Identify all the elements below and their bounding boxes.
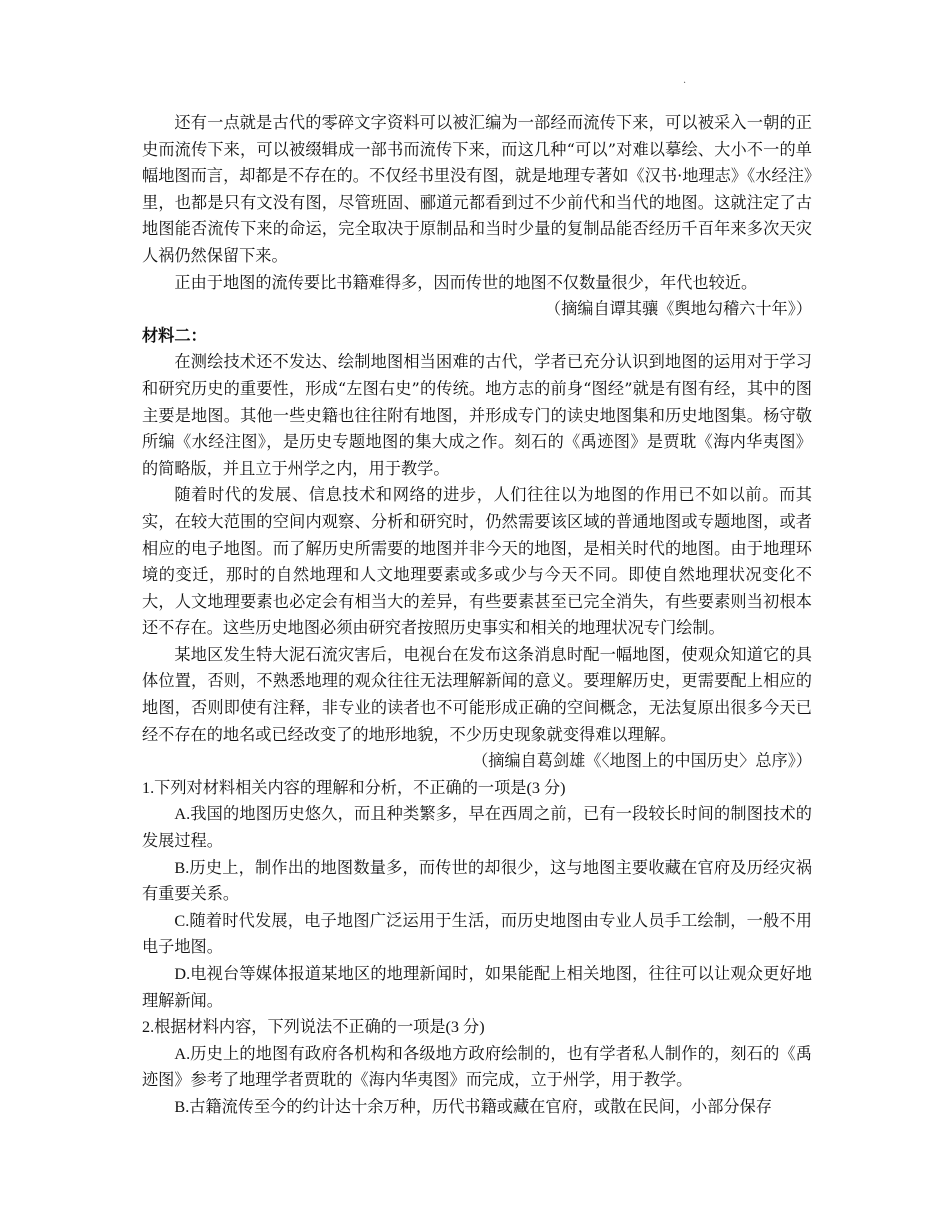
question-1-stem: 1.下列对材料相关内容的理解和分析，不正确的一项是(3 分) <box>142 778 566 797</box>
material1-paragraph-2: 正由于地图的流传要比书籍难得多，因而传世的地图不仅数量很少，年代也较近。 <box>174 272 758 292</box>
top-mark: · <box>683 78 687 89</box>
material2-paragraph-2: 随着时代的发展、信息技术和网络的进步，人们往往以为地图的作用已不如以前。而其实，在较大范围的空间内观察、分析和研究时，仍然需要该区域的普通地图或专题地图，或者相应的电子地图。而了解历史所需要的地图并非今天的地图，是相关时代的地图。由于地理环境的变迁，那时的自然地理和人文地理要素或多或少与今天不同。即使自然地理状况变化不大，人文地理要素也必定会有相当大的差异，有些要素甚至已完全消失，有些要素则当初根本还不存在。这些历史地图必须由研究者按照历史事实和相关的地理状况专门绘制。 <box>142 485 812 638</box>
question-2-stem: 2.根据材料内容，下列说法不正确的一项是(3 分) <box>142 1018 485 1037</box>
material2-source: （摘编自葛剑雄《〈地图上的中国历史〉总序》） <box>472 751 812 771</box>
material2-paragraph-1: 在测绘技术还不发达、绘制地图相当困难的古代，学者已充分认识到地图的运用对于学习和研究历史的重要性，形成“左图右史”的传统。地方志的前身“图经”就是有图有经，其中的图主要是地图。其他一些史籍也往往附有地图，并形成专门的读史地图集和历史地图集。杨守敬所编《水经注图》，是历史专题地图的集大成之作。刻石的《禹迹图》是贾耽《海内华夷图》的简略版，并且立于州学之内，用于教学。 <box>142 352 812 478</box>
material1-paragraph-1: 还有一点就是古代的零碎文字资料可以被汇编为一部经而流传下来，可以被采入一朝的正史而流传下来，可以被缀辑成一部书而流传下来，而这几种“可以”对难以摹绘、大小不一的单幅地图而言，却都是不存在的。不仅经书里没有图，就是地理专著如《汉书·地理志》《水经注》里，也都是只有文没有图，尽管班固、郦道元都看到过不少前代和当代的地图。这就注定了古地图能否流传下来的命运，完全取决于原制品和当时少量的复制品能否经历千百年来多次天灾人祸仍然保留下来。 <box>142 113 812 265</box>
exam-page <box>142 110 812 1121</box>
material2-paragraph-3: 某地区发生特大泥石流灾害后，电视台在发布这条消息时配一幅地图，使观众知道它的具体位置，否则，不熟悉地理的观众往往无法理解新闻的意义。要理解历史，更需要配上相应的地图，否则即使有注释，非专业的读者也不可能形成正确的空间概念，无法复原出很多今天已经不存在的地名或已经改变了的地形地貌，不少历史现象就变得难以理解。 <box>142 644 812 744</box>
question-1-option-a: A.我国的地图历史悠久，而且种类繁多，早在西周之前，已有一段较长时间的制图技术的发展过程。 <box>142 805 812 851</box>
material1-source: （摘编自谭其骧《舆地勾稽六十年》） <box>544 299 812 319</box>
question-1-option-b: B.历史上，制作出的地图数量多，而传世的却很少，这与地图主要收藏在官府及历经灾祸有重要关系。 <box>142 858 812 904</box>
material2-heading: 材料二： <box>142 325 207 345</box>
question-1-option-c: C.随着时代发展，电子地图广泛运用于生活，而历史地图由专业人员手工绘制，一般不用电子地图。 <box>142 911 812 957</box>
question-1-option-d: D.电视台等媒体报道某地区的地理新闻时，如果能配上相关地图，往往可以让观众更好地理解新闻。 <box>142 965 812 1010</box>
question-2-option-b: B.古籍流传至今的约计达十余万种，历代书籍或藏在官府，或散在民间，小部分保存 <box>174 1097 772 1116</box>
question-2-option-a: A.历史上的地图有政府各机构和各级地方政府绘制的，也有学者私人制作的，刻石的《禹迹图》参考了地理学者贾耽的《海内华夷图》而完成，立于州学，用于教学。 <box>142 1044 812 1090</box>
